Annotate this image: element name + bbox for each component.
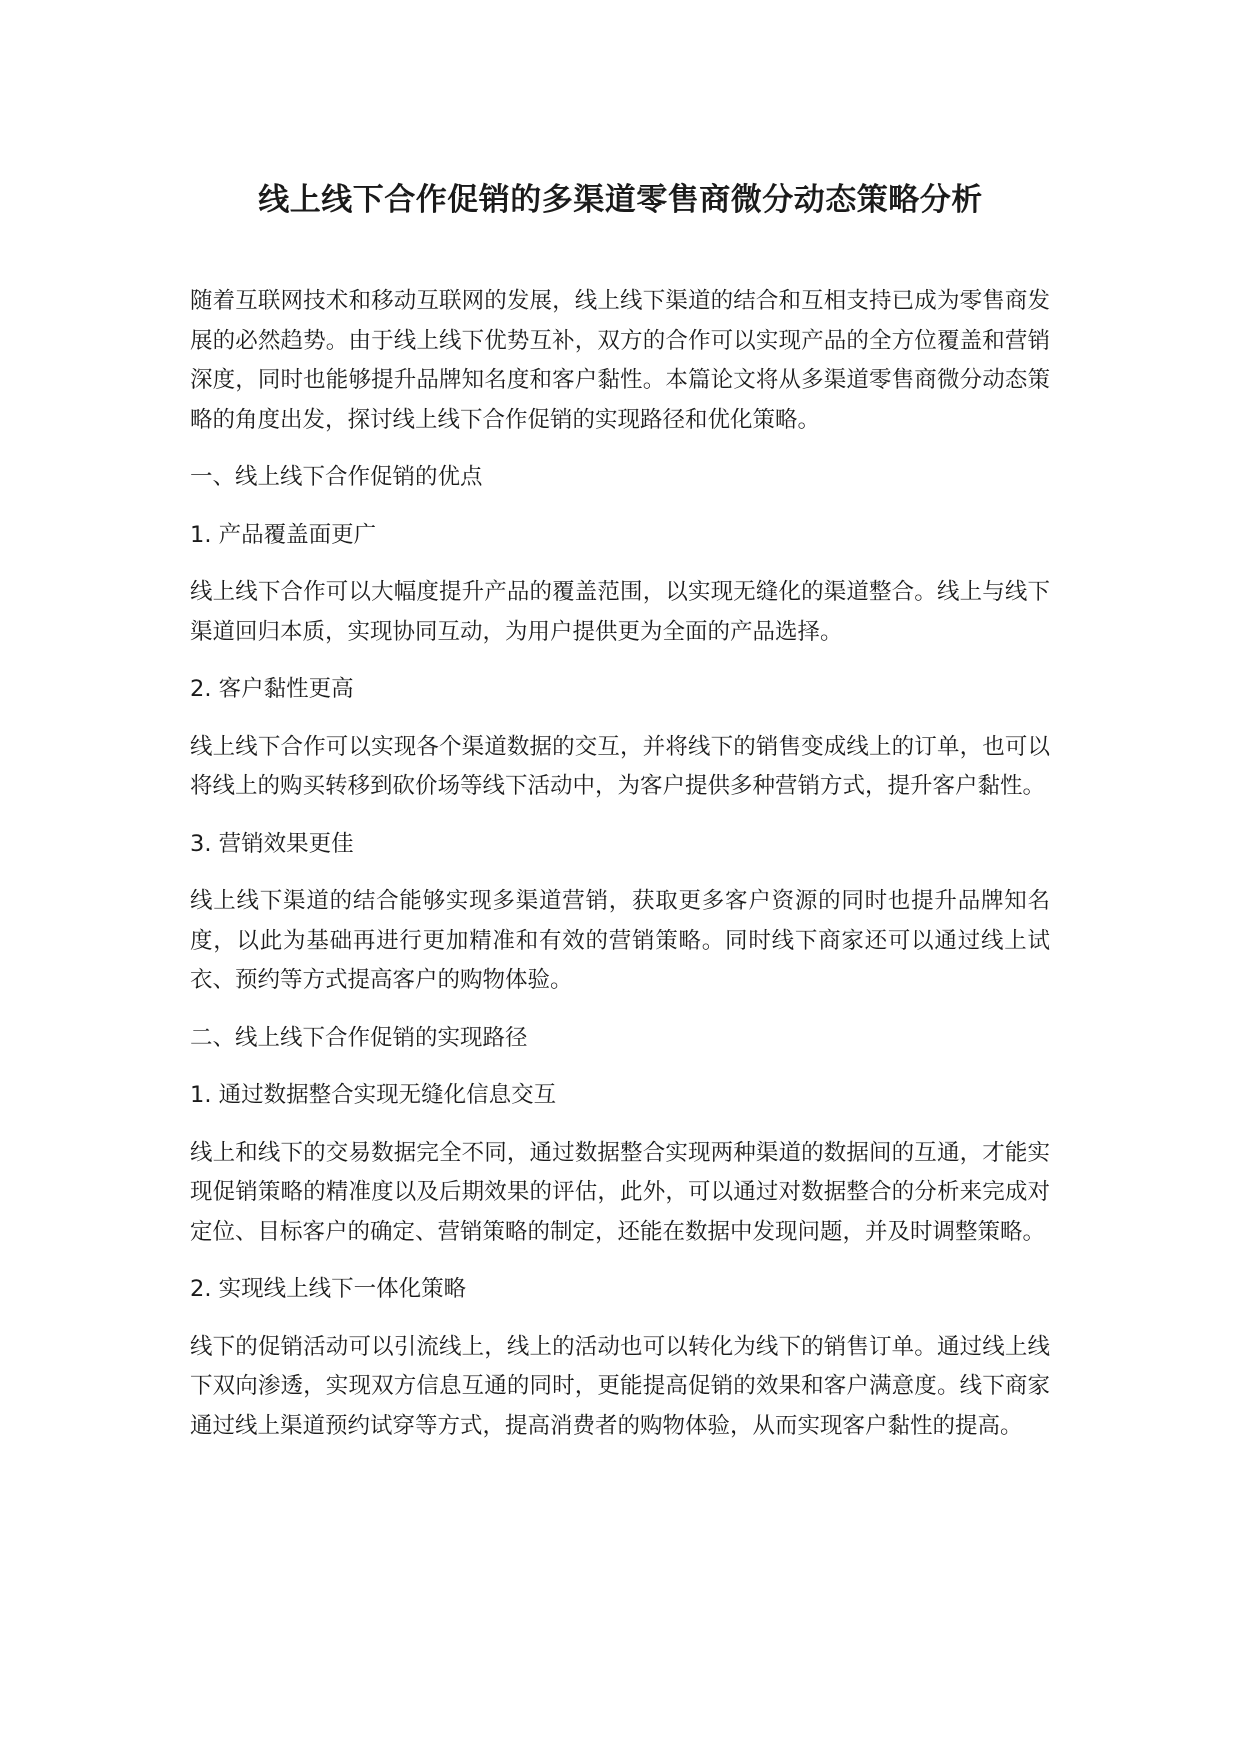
paragraph-marketing: 线上线下渠道的结合能够实现多渠道营销，获取更多客户资源的同时也提升品牌知名度，以此为基础再进行更加精准和有效的营销策略。同时线下商家还可以通过线上试衣、预约等方式提高客户的购物体验。 (190, 888, 1050, 993)
subheading-loyalty: 2. 客户黏性更高 (190, 676, 354, 702)
document-body (190, 282, 1050, 1464)
section-heading-implementation: 二、线上线下合作促销的实现路径 (190, 1024, 528, 1051)
subheading-marketing: 3. 营销效果更佳 (190, 830, 354, 857)
subheading-data-integration: 1. 通过数据整合实现无缝化信息交互 (190, 1082, 557, 1108)
paragraph-data-integration: 线上和线下的交易数据完全不同，通过数据整合实现两种渠道的数据间的互通，才能实现促销策略的精准度以及后期效果的评估，此外，可以通过对数据整合的分析来完成对定位、目标客户的确定、营销策略的制定，还能在数据中发现问题，并及时调整策略。 (190, 1139, 1050, 1245)
paragraph-omnichannel: 线下的促销活动可以引流线上，线上的活动也可以转化为线下的销售订单。通过线上线下双向渗透，实现双方信息互通的同时，更能提高促销的效果和客户满意度。线下商家通过线上渠道预约试穿等方式，提高消费者的购物体验，从而实现客户黏性的提高。 (190, 1333, 1050, 1439)
document-title: 线上线下合作促销的多渠道零售商微分动态策略分析 (258, 182, 983, 218)
paragraph-coverage: 线上线下合作可以大幅度提升产品的覆盖范围，以实现无缝化的渠道整合。线上与线下渠道回归本质，实现协同互动，为用户提供更为全面的产品选择。 (190, 579, 1050, 645)
section-heading-advantages: 一、线上线下合作促销的优点 (190, 464, 483, 490)
paragraph-intro: 随着互联网技术和移动互联网的发展，线上线下渠道的结合和互相支持已成为零售商发展的必然趋势。由于线上线下优势互补，双方的合作可以实现产品的全方位覆盖和营销深度，同时也能够提升品牌知名度和客户黏性。本篇论文将从多渠道零售商微分动态策略的角度出发，探讨线上线下合作促销的实现路径和优化策略。 (190, 288, 1050, 433)
subheading-coverage: 1. 产品覆盖面更广 (190, 521, 377, 548)
subheading-omnichannel: 2. 实现线上线下一体化策略 (190, 1276, 467, 1302)
paragraph-loyalty: 线上线下合作可以实现各个渠道数据的交互，并将线下的销售变成线上的订单，也可以将线上的购买转移到砍价场等线下活动中，为客户提供多种营销方式，提升客户黏性。 (190, 733, 1050, 799)
